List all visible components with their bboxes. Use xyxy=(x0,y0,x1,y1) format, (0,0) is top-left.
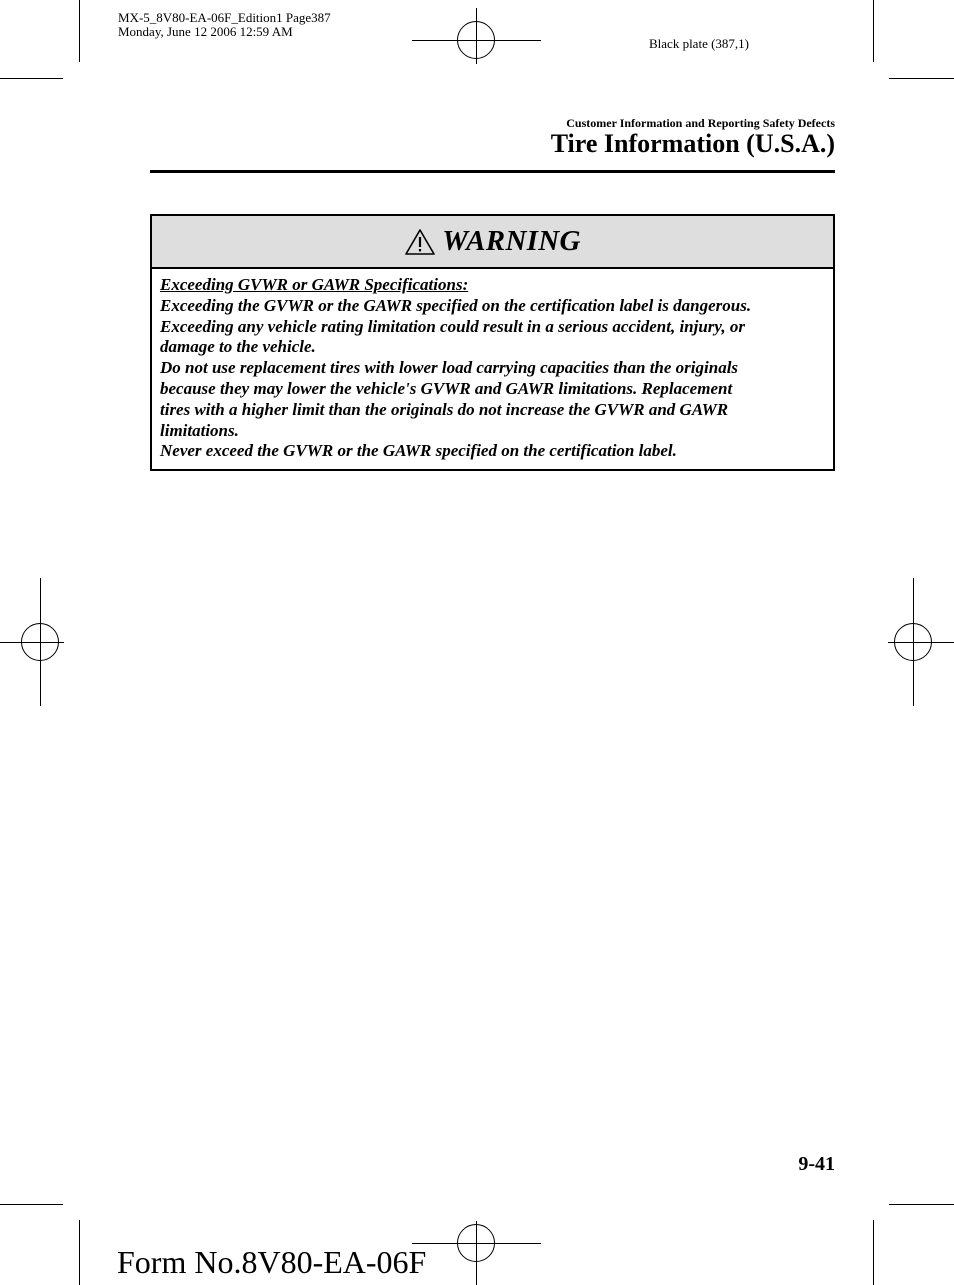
warning-line: tires with a higher limit than the originals do not increase the GVWR and GAWR xyxy=(160,399,729,419)
warning-line: because they may lower the vehicle's GVWR and GAWR limitations. Replacement xyxy=(160,378,733,398)
page-title: Tire Information (U.S.A.) xyxy=(550,129,835,158)
warning-line: damage to the vehicle. xyxy=(160,337,316,357)
warning-line: Do not use replacement tires with lower load carrying capacities than the originals xyxy=(160,358,739,378)
form-number: Form No.8V80-EA-06F xyxy=(117,1244,427,1280)
plate-label: Black plate (387,1) xyxy=(649,36,749,51)
print-date-line: Monday, June 12 2006 12:59 AM xyxy=(118,24,293,39)
warning-line: Never exceed the GVWR or the GAWR specified on the certification label. xyxy=(160,441,677,461)
title-rule xyxy=(150,170,835,173)
warning-triangle-icon xyxy=(404,228,436,256)
print-file-line: MX-5_8V80-EA-06F_Edition1 Page387 xyxy=(118,10,331,25)
section-label: Customer Information and Reporting Safety Defects xyxy=(566,116,835,130)
warning-line: Exceeding any vehicle rating limitation could result in a serious accident, injury, or xyxy=(160,316,745,336)
warning-body xyxy=(152,269,833,462)
warning-title: WARNING xyxy=(442,225,581,257)
page-number: 9-41 xyxy=(798,1153,835,1175)
warning-box xyxy=(150,214,835,471)
warning-line: Exceeding the GVWR or the GAWR specified on the certification label is dangerous. xyxy=(160,295,752,315)
warning-line: limitations. xyxy=(160,420,239,440)
warning-lead: Exceeding GVWR or GAWR Specifications: xyxy=(160,275,469,294)
warning-header xyxy=(152,216,833,269)
